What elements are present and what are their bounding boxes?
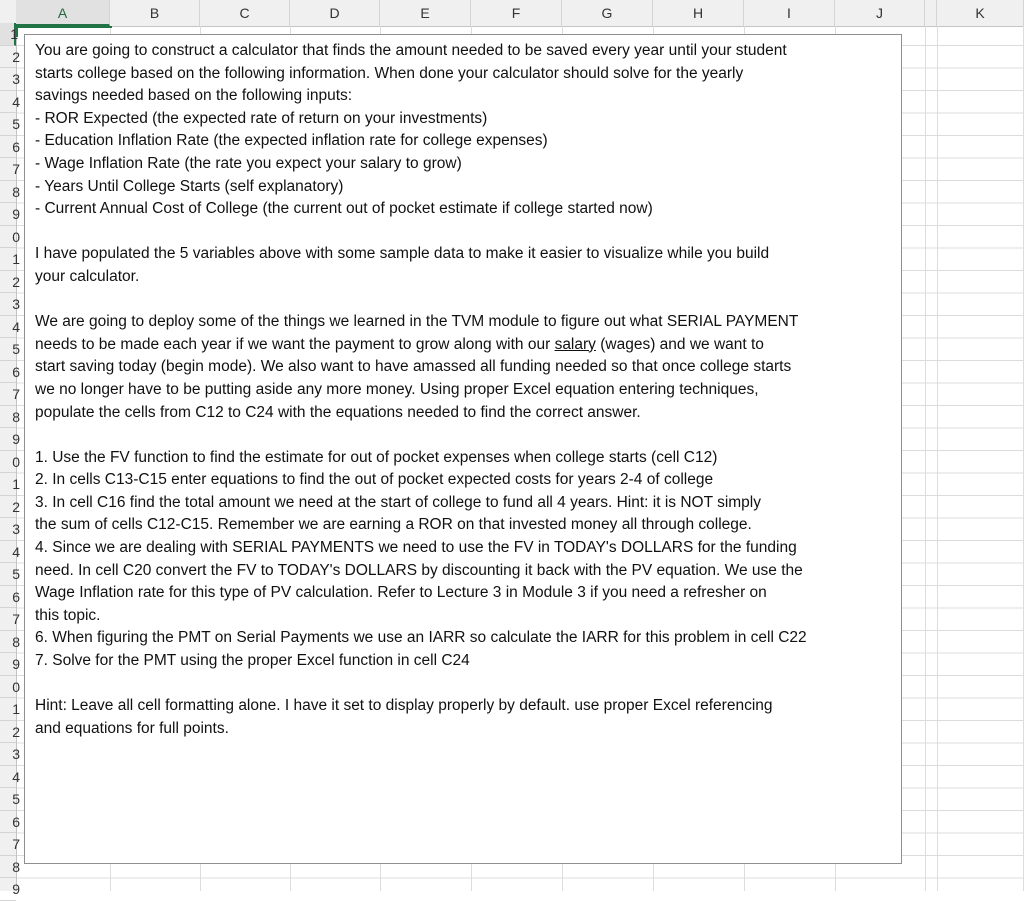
row-header-label: 5 (12, 791, 20, 807)
row-header-label: 2 (12, 498, 20, 515)
row-header-label: 8 (12, 408, 20, 425)
column-header-i[interactable]: I (744, 0, 835, 26)
row-header-label: 7 (12, 611, 20, 627)
row-header-13[interactable] (0, 293, 20, 316)
column-header-h[interactable]: H (653, 0, 744, 26)
row-header-23[interactable] (0, 518, 20, 541)
row-header-21[interactable] (0, 473, 20, 496)
step-line: Wage Inflation rate for this type of PV calculation. Refer to Lecture 3 in Module 3 if you need a refresher on (35, 584, 767, 602)
row-header-label: 1 (12, 701, 20, 717)
grid-line (925, 26, 926, 891)
hint-line: Hint: Leave all cell formatting alone. I have it set to display properly by default. use proper Excel referencing (35, 697, 773, 715)
row-header-5[interactable] (0, 113, 20, 136)
text-line: I have populated the 5 variables above with some sample data to make it easier to visualize while you build (35, 245, 770, 263)
row-header-label: 3 (12, 746, 20, 762)
column-header-c[interactable]: C (200, 0, 290, 26)
row-header-24[interactable] (0, 541, 20, 564)
row-header-label: 5 (12, 566, 20, 582)
row-header-16[interactable] (0, 361, 20, 384)
step-line: 2. In cells C13-C15 enter equations to find the out of pocket expected costs for years 2-4 of college (35, 471, 714, 489)
row-header-label: 6 (12, 138, 20, 155)
row-header-19[interactable] (0, 428, 20, 451)
row-header-15[interactable] (0, 338, 20, 361)
row-header-14[interactable] (0, 316, 20, 339)
step-line: 4. Since we are dealing with SERIAL PAYMENTS we need to use the FV in TODAY's DOLLARS for the funding (35, 539, 797, 557)
column-header-f[interactable]: F (471, 0, 562, 26)
step-line: the sum of cells C12-C15. Remember we are earning a ROR on that invested money all through college. (35, 516, 752, 534)
column-header-j[interactable]: J (835, 0, 925, 26)
column-header-bar (0, 0, 1024, 27)
column-header-e[interactable]: E (380, 0, 471, 26)
column-header-g[interactable]: G (562, 0, 653, 26)
row-header-26[interactable] (0, 586, 20, 609)
step-line: need. In cell C20 convert the FV to TODAY's DOLLARS by discounting it back with the PV equation. We use the (35, 561, 803, 579)
row-header-11[interactable] (0, 248, 20, 271)
row-header-9[interactable] (0, 203, 20, 226)
intro-section (35, 40, 891, 221)
row-header-10[interactable] (0, 226, 20, 249)
row-header-20[interactable] (0, 451, 20, 474)
column-header-b[interactable]: B (110, 0, 200, 26)
row-header-label: 3 (12, 521, 20, 537)
row-header-label: 4 (12, 93, 20, 110)
input-list-item: - Years Until College Starts (self explanatory) (35, 177, 344, 195)
row-header-2[interactable] (0, 46, 20, 69)
row-header-6[interactable] (0, 136, 20, 159)
column-header-narrow[interactable] (925, 0, 937, 26)
row-header-bar (0, 26, 20, 897)
row-header-label: 3 (12, 296, 20, 312)
row-header-label: 7 (12, 161, 20, 177)
steps-section (35, 447, 891, 673)
blank-line (35, 424, 891, 447)
row-header-33[interactable] (0, 743, 20, 766)
row-header-25[interactable] (0, 563, 20, 586)
text-line: we no longer have to be putting aside any more money. Using proper Excel equation entering techniques, (35, 380, 759, 398)
row-header-label: 2 (12, 273, 20, 290)
row-header-label: 4 (12, 768, 20, 785)
grid-line (937, 26, 938, 891)
input-list-item: - ROR Expected (the expected rate of return on your investments) (35, 109, 488, 127)
row-header-label: 8 (12, 633, 20, 650)
row-header-label: 2 (12, 48, 20, 65)
row-header-label: 4 (12, 543, 20, 560)
row-header-label: 7 (12, 386, 20, 402)
row-header-label: 0 (12, 678, 20, 695)
hint-line: and equations for full points. (35, 719, 229, 737)
row-header-label: 4 (12, 318, 20, 335)
row-header-28[interactable] (0, 631, 20, 654)
row-header-label: 6 (12, 363, 20, 380)
row-header-label: 5 (12, 341, 20, 357)
text-line: starts college based on the following information. When done your calculator should solve for the yearly (35, 64, 744, 82)
row-header-label: 6 (12, 813, 20, 830)
row-header-32[interactable] (0, 721, 20, 744)
step-line: 7. Solve for the PMT using the proper Excel function in cell C24 (35, 652, 470, 670)
row-header-30[interactable] (0, 676, 20, 699)
step-line: 3. In cell C16 find the total amount we need at the start of college to fund all 4 years. Hint: it is NOT simply (35, 493, 761, 511)
serial-payment-section (35, 311, 891, 424)
text-line: populate the cells from C12 to C24 with the equations needed to find the correct answer. (35, 403, 641, 421)
blank-line (35, 673, 891, 696)
row-header-35[interactable] (0, 788, 20, 811)
column-header-d[interactable]: D (290, 0, 380, 26)
row-header-3[interactable] (0, 68, 20, 91)
hint-section (35, 695, 891, 740)
text-line: savings needed based on the following inputs: (35, 87, 353, 105)
row-header-label: 1 (12, 251, 20, 267)
row-header-label: 9 (12, 431, 20, 447)
blank-line (35, 221, 891, 244)
input-list-item: - Wage Inflation Rate (the rate you expect your salary to grow) (35, 154, 462, 172)
input-list-item: - Education Inflation Rate (the expected inflation rate for college expenses) (35, 132, 548, 150)
row-header-label: 5 (12, 116, 20, 132)
column-header-k[interactable]: K (937, 0, 1024, 26)
text-line: your calculator. (35, 267, 140, 285)
row-header-label: 2 (12, 723, 20, 740)
row-header-8[interactable] (0, 181, 20, 204)
row-header-label: 9 (12, 206, 20, 222)
row-header-7[interactable] (0, 158, 20, 181)
row-header-22[interactable] (0, 496, 20, 519)
text-span: needs to be made each year if we want the payment to grow along with our (35, 335, 555, 353)
row-header-27[interactable] (0, 608, 20, 631)
row-header-label: 0 (12, 453, 20, 470)
row-header-31[interactable] (0, 698, 20, 721)
row-header-4[interactable] (0, 91, 20, 114)
step-line: this topic. (35, 606, 101, 624)
text-line: You are going to construct a calculator that finds the amount needed to be saved every year until your student (35, 42, 787, 59)
row-header-label: 3 (12, 71, 20, 87)
row-header-38[interactable] (0, 856, 20, 879)
row-header-label: 9 (12, 881, 20, 897)
populated-section (35, 243, 891, 288)
step-line: 1. Use the FV function to find the estimate for out of pocket expenses when college starts (cell C12) (35, 448, 718, 466)
row-header-label: 6 (12, 588, 20, 605)
row-header-37[interactable] (0, 833, 20, 856)
text-line: We are going to deploy some of the things we learned in the TVM module to figure out what SERIAL PAYMENT (35, 313, 799, 331)
row-header-12[interactable] (0, 271, 20, 294)
blank-line (35, 289, 891, 312)
row-header-label: 7 (12, 836, 20, 852)
row-header-label: 1 (10, 26, 18, 42)
instructions-text-box[interactable] (24, 34, 902, 864)
text-line (35, 334, 891, 357)
row-header-18[interactable] (0, 406, 20, 429)
row-header-label: 8 (12, 858, 20, 875)
row-header-17[interactable] (0, 383, 20, 406)
row-header-39[interactable] (0, 878, 20, 901)
row-header-label: 8 (12, 183, 20, 200)
step-line: 6. When figuring the PMT on Serial Payments we use an IARR so calculate the IARR for this problem in cell C22 (35, 629, 807, 647)
row-header-36[interactable] (0, 811, 20, 834)
text-span: (wages) and we want to (595, 335, 764, 353)
row-header-label: 1 (12, 476, 20, 492)
row-header-34[interactable] (0, 766, 20, 789)
input-list-item: - Current Annual Cost of College (the current out of pocket estimate if college started now) (35, 200, 653, 218)
underlined-word-salary: salary (554, 335, 596, 353)
row-header-29[interactable] (0, 653, 20, 676)
column-header-a[interactable]: A (16, 0, 110, 26)
text-line: start saving today (begin mode). We also want to have amassed all funding needed so that once college starts (35, 358, 792, 376)
row-header-label: 9 (12, 656, 20, 672)
row-header-label: 0 (12, 228, 20, 245)
row-header-1[interactable] (0, 23, 16, 46)
